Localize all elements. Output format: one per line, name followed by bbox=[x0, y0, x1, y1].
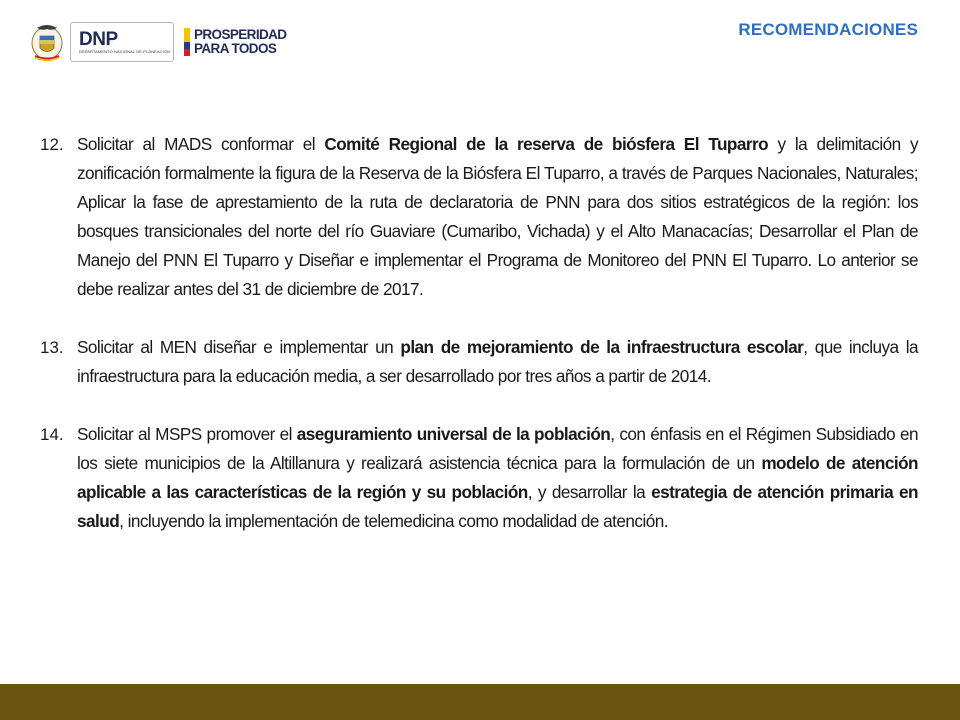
recommendation-number: 12. bbox=[40, 135, 64, 154]
text-segment: , y desarrollar la bbox=[527, 482, 652, 502]
dnp-logo-word: DNP bbox=[79, 28, 118, 50]
dnp-logo-subtitle: DEPARTAMENTO NACIONAL DE PLANEACIÓN bbox=[79, 48, 171, 54]
text-segment: Solicitar al MEN diseñar e implementar un bbox=[77, 337, 401, 357]
prosperidad-logo bbox=[184, 28, 286, 56]
text-segment: , incluyendo la implementación de telemedicina como modalidad de atención. bbox=[119, 511, 668, 531]
logo-group bbox=[30, 20, 286, 64]
recommendations-list bbox=[40, 130, 918, 565]
text-segment: Solicitar al MSPS promover el bbox=[77, 424, 297, 444]
recommendation-text bbox=[77, 130, 918, 304]
text-segment: y la delimitación y zonificación formalmente la figura de la Reserva de la Biósfera El Tuparro, a través de Parques Nacionales, Naturales; Aplicar la fase de aprestamiento de la ruta de declaratoria de PNN para dos sitios estratégicos de la región: los bosques transicionales del norte del río Guaviare (Cumaribo, Vichada) y el Alto Manacacías; Desarrollar el Plan de Manejo del PNN El Tuparro y Diseñar e implementar el Programa de Monitoreo del PNN El Tuparro. Lo anterior se debe realizar antes del 31 de diciembre de 2017. bbox=[77, 134, 919, 299]
recommendation-item bbox=[40, 420, 918, 536]
bold-text-segment: Comité Regional de la reserva de biósfera El Tuparro bbox=[324, 134, 769, 154]
bold-text-segment: aseguramiento universal de la población bbox=[296, 424, 611, 444]
recommendation-number: 13. bbox=[40, 338, 64, 357]
slide-header bbox=[0, 0, 960, 80]
recommendation-text bbox=[77, 420, 918, 536]
bold-text-segment: plan de mejoramiento de la infraestructura escolar bbox=[400, 337, 804, 357]
prosperidad-line-1: PROSPERIDAD bbox=[194, 27, 287, 42]
text-segment: , que incluya la infraestructura para la educación media, a ser desarrollado por tres años a partir de 2014. bbox=[77, 337, 919, 386]
dnp-logo bbox=[70, 22, 174, 62]
slide-title: RECOMENDACIONES bbox=[738, 20, 918, 39]
footer-bar bbox=[0, 684, 960, 720]
bold-text-segment: estrategia de atención primaria en salud bbox=[77, 482, 918, 531]
colombia-coat-of-arms-icon bbox=[30, 22, 64, 62]
text-segment: , con énfasis en el Régimen Subsidiado en los siete municipios de la Altillanura y realizará asistencia técnica para la formulación de un bbox=[77, 424, 918, 473]
bold-text-segment: modelo de atención aplicable a las características de la región y su población bbox=[77, 453, 918, 502]
recommendation-item bbox=[40, 333, 918, 391]
prosperidad-flag-icon bbox=[184, 28, 190, 56]
text-segment: Solicitar al MADS conformar el bbox=[77, 134, 325, 154]
recommendation-number: 14. bbox=[40, 425, 64, 444]
recommendation-item bbox=[40, 130, 918, 304]
recommendation-text bbox=[77, 333, 918, 391]
prosperidad-line-2: PARA TODOS bbox=[194, 41, 277, 56]
